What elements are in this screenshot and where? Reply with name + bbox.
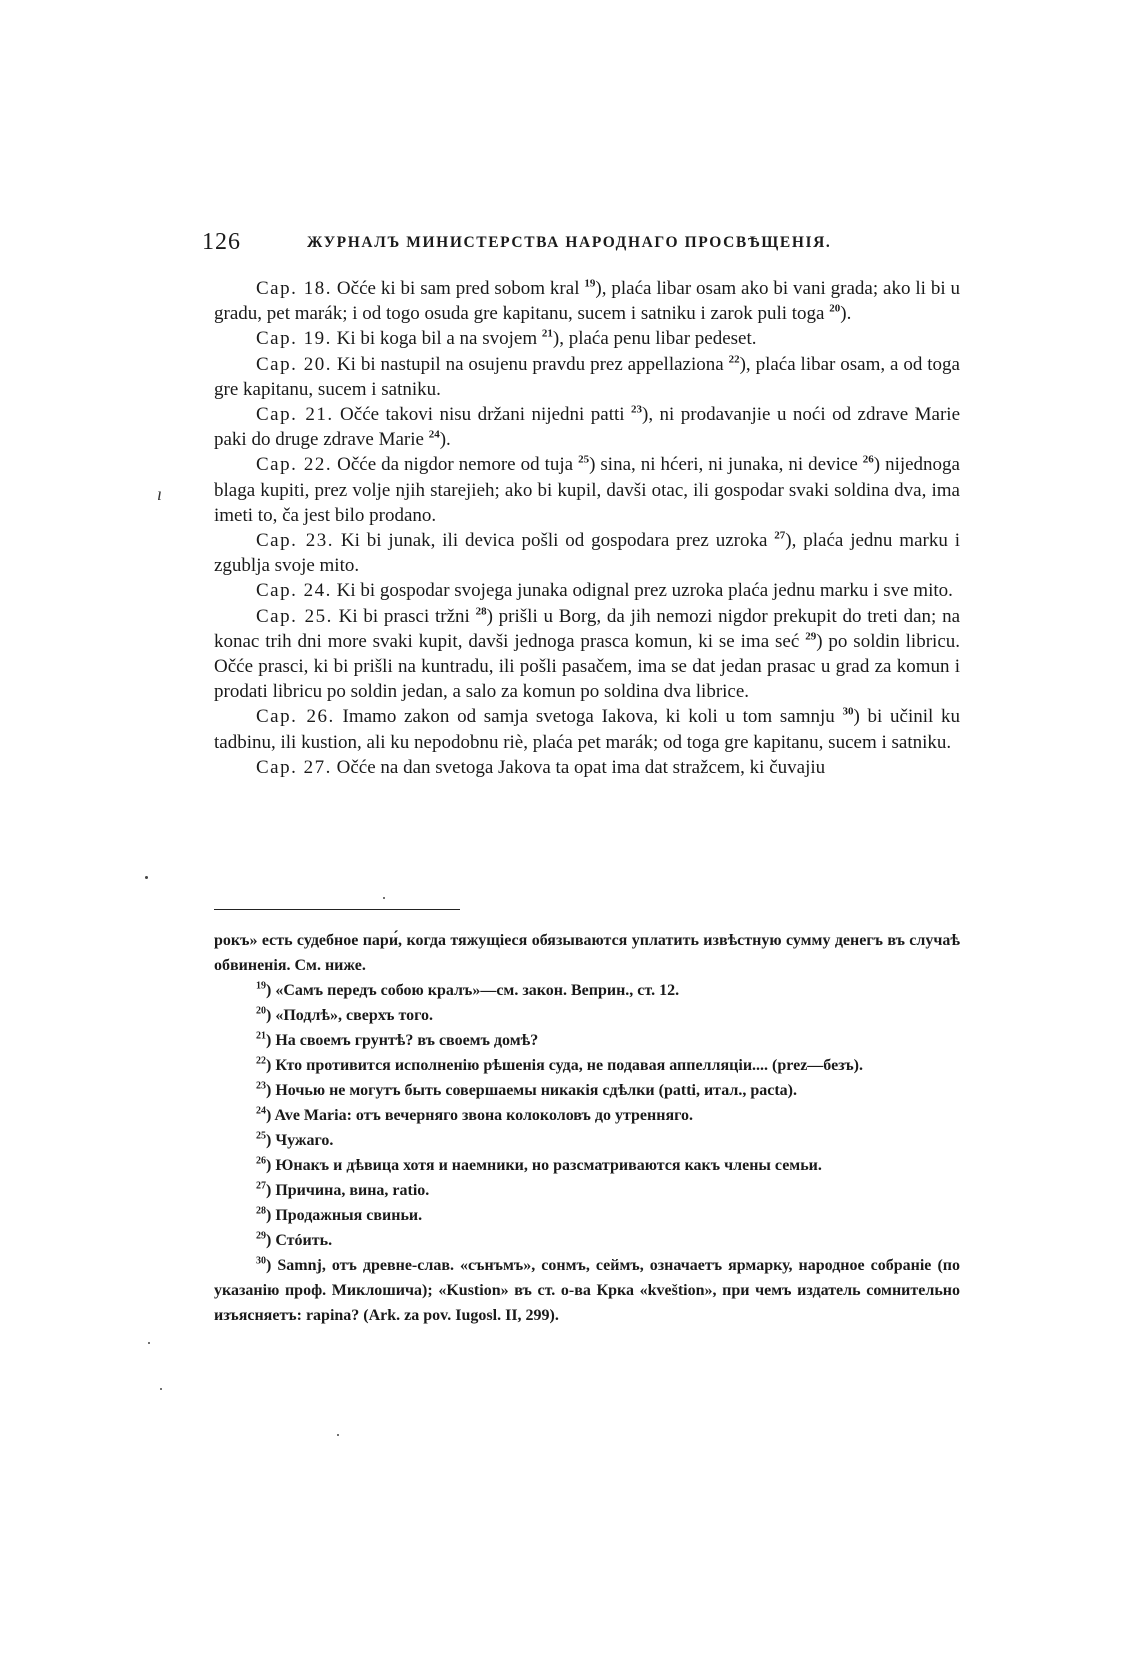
text-run: Ki bi prasci tržni [332,605,476,627]
footnote-paren: ) [266,1057,272,1074]
paragraph [214,604,960,705]
footnote-reference: 22 [728,353,740,366]
paragraph [214,704,960,754]
footnote [214,1028,960,1053]
footnote-paren: ) [266,1007,272,1024]
paragraph [214,402,960,452]
footnote-number: 22 [256,1055,266,1067]
footnote-paren: ) [266,1232,272,1249]
footnote-paren: ) [266,982,272,999]
text-run: ), ni prodavanjie u noći od zdrave Marie paki do druge zdrave Marie [214,404,960,451]
text-run: Чужаго. [271,1132,334,1149]
footnote [214,1228,960,1253]
text-run: «Самъ передъ собою кралъ»—см. закон. Веприн., ст. 12. [271,982,680,999]
footnote [214,1053,960,1078]
footnote-number: 23 [256,1080,266,1092]
footnote-number: 20 [256,1005,266,1017]
paragraph [214,528,960,578]
footnote-separator [214,909,460,910]
chapter-label: Cap. 23. [256,530,334,552]
text-run: ). [439,429,451,451]
footnote [214,1253,960,1328]
footnote-reference: 30 [842,706,854,719]
footnote-paren: ) [266,1107,272,1124]
paragraph [214,276,960,326]
chapter-label: Cap. 24. [256,580,332,602]
chapter-label: Cap. 18. [256,278,333,299]
paragraph [214,326,960,351]
text-run: ) bi učinil ku tadbinu, ili kustion, ali ku nepodobnu riè, plaća pet marák; od toga gre kapitanu, sucem i satniku. [214,706,960,753]
text-run: Стóить. [271,1232,333,1249]
print-speck [160,1388,162,1390]
text-run: Očće ki bi sam pred sobom kral [332,278,585,299]
chapter-label: Cap. 20. [256,353,333,375]
text-run: ) po soldin libricu. Očće prasci, ki bi prišli na kuntradu, ili pošli pasačem, ima se dat jedan prasac u grad za komun i prodati libricu po soldin jedan, a salo za komun po soldina dva librice. [214,630,960,703]
text-run: Imamo zakon od samja svetoga Iakova, ki koli u tom samnju [334,706,843,728]
main-text [214,276,960,780]
footnotes [214,928,960,1328]
print-speck [383,897,385,899]
chapter-label: Cap. 26. [256,706,335,728]
chapter-label: Cap. 27. [256,756,332,778]
footnote-reference: 21 [541,328,553,341]
footnote-reference: 20 [829,302,841,315]
chapter-label: Cap. 25. [256,605,333,627]
text-run: ) nijednoga blaga kupiti, prez volje njih starejieh; ako bi kupil, davši otac, ili gospodar svaki soldina dva, ima imeti to, ča jest bilo prodano. [214,454,960,526]
footnote-reference: 23 [631,403,643,416]
text-run: Ki bi koga bil a na svojem [331,328,542,350]
text-run: «Подлѣ», сверхъ того. [271,1007,433,1024]
text-run: Očće na dan svetoga Jakova ta opat ima dat stražcem, ki čuvajiu [331,756,826,778]
text-run: Ki bi nastupil na osujenu pravdu prez appellaziona [332,353,729,375]
text-run: Samnj, отъ древне-слав. «сънъмъ», сонмъ, сеймъ, означаетъ ярмарку, народное собраніе (по указанію проф. Миклошича); «Kustion» въ ст. о-ва Крка «kveštion», при чемъ издатель сомнительно изъясняетъ: rapina? (Ark. za pov. Iugosl. II, 299). [214,1257,960,1324]
text-run: Očće takovi nisu držani nijedni patti [333,404,632,426]
text-run: ), plaća libar osam, a od toga gre kapitanu, sucem i satniku. [214,353,960,400]
footnote-reference: 28 [475,605,487,618]
text-run: ), plaća jednu marku i zgublja svoje mito. [214,530,960,577]
text-run: Ave Maria: отъ вечерняго звона колоколовъ до утренняго. [271,1107,693,1124]
footnote [214,978,960,1003]
text-run: Кто противится исполненію рѣшенія суда, не подавая аппелляціи.... (prez—безъ). [271,1057,863,1074]
text-run: ) sina, ni hćeri, ni junaka, ni device [589,454,863,476]
text-run: Ki bi junak, ili devica pošli od gospodara prez uzroka [334,530,775,552]
running-title: ЖУРНАЛЪ МИНИСТЕРСТВА НАРОДНАГО ПРОСВѢЩЕНІЯ. [307,234,832,251]
footnote-number: 26 [256,1155,266,1167]
text-run: Ночью не могутъ быть совершаемы никакія сдѣлки (patti, итал., pacta). [271,1082,798,1099]
paragraph [214,452,960,528]
text-run: Očće da nigdor nemore od tuja [332,454,579,476]
footnote-number: 28 [256,1205,266,1217]
footnote-reference: 27 [774,529,786,542]
footnote-number: 29 [256,1230,266,1242]
footnote-reference: 24 [428,428,440,441]
text-run: ) prišli u Borg, da jih nemozi nigdor prekupit do treti dan; na konac trih dni more svaki kupit, davši jednoga prasca komun, ki se ima seć [214,605,960,652]
footnote [214,1078,960,1103]
paragraph [214,755,960,780]
footnote-paren: ) [266,1082,272,1099]
footnote-number: 24 [256,1105,266,1117]
footnote-reference: 19 [584,277,596,290]
footnote-paren: ) [266,1257,272,1274]
text-run: ), plaća libar osam ako bi vani grada; ako li bi u gradu, pet marák; i od togo osuda gre kapitanu, sucem i satniku i zarok puli toga [214,278,961,325]
footnote-number: 25 [256,1130,266,1142]
footnote-reference: 26 [862,454,874,467]
text-run: На своемъ грунтѣ? въ своемъ домѣ? [271,1032,539,1049]
footnote [214,1103,960,1128]
footnote-number: 30 [256,1255,266,1267]
text-run: Ki bi gospodar svojega junaka odignal prez uzroka plaća jednu marku i sve mito. [331,580,953,602]
footnote [214,1153,960,1178]
chapter-label: Cap. 21. [256,404,334,426]
text-run: Продажныя свиньи. [271,1207,423,1224]
text-run: ). [840,303,852,325]
footnote-number: 21 [256,1030,266,1042]
footnote-paren: ) [266,1207,272,1224]
footnote-number: 19 [256,980,266,992]
text-run: ), plaća penu libar pedeset. [552,328,757,350]
footnote [214,1203,960,1228]
text-run: Причина, вина, ratio. [271,1182,430,1199]
chapter-label: Cap. 19. [256,328,332,350]
print-speck [145,876,148,879]
paragraph [214,352,960,402]
page-header [202,229,922,259]
footnote-paren: ) [266,1132,272,1149]
text-run: рокъ» есть судебное пари́, когда тяжущіеся обязываются уплатить извѣстную сумму денегъ въ случаѣ обвиненія. См. ниже. [214,932,960,974]
footnote-reference: 25 [578,454,590,467]
footnote-paren: ) [266,1182,272,1199]
text-run: Юнакъ и дѣвица хотя и наемники, но разсматриваются какъ члены семьи. [271,1157,822,1174]
chapter-label: Cap. 22. [256,454,333,476]
footnote [214,928,960,978]
footnote-paren: ) [266,1157,272,1174]
footnote [214,1128,960,1153]
footnote-number: 27 [256,1180,266,1192]
margin-mark: ı [157,484,163,504]
footnote-paren: ) [266,1032,272,1049]
footnote [214,1003,960,1028]
footnote [214,1178,960,1203]
paragraph [214,578,960,603]
print-speck [337,1434,339,1436]
print-speck [148,1342,150,1344]
page-number: 126 [202,229,241,255]
footnote-reference: 29 [805,630,817,643]
